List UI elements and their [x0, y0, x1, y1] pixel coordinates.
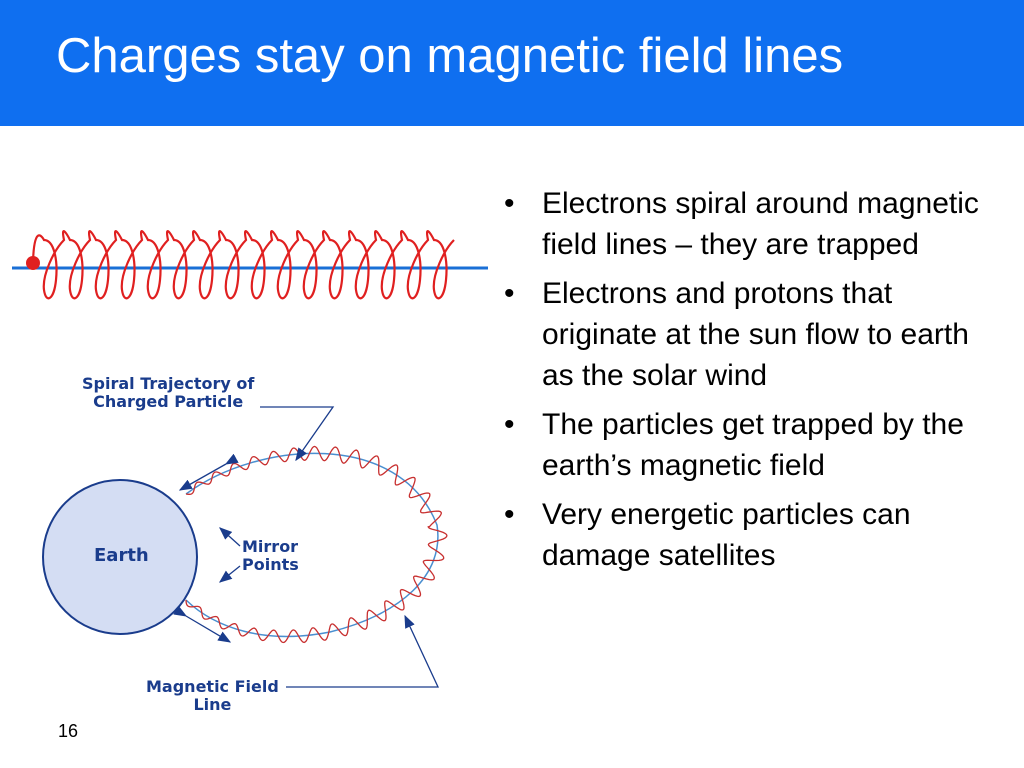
- bullet-text: Electrons and protons that originate at the sun flow to earth as the solar wind: [542, 277, 969, 392]
- bullet-dot: •: [504, 408, 515, 441]
- title-bar: [0, 0, 1024, 126]
- field-pointer: [286, 616, 438, 687]
- bullet-item: [500, 183, 1000, 265]
- mirror-label-line-1: Mirror: [242, 537, 299, 556]
- bullet-item: [500, 494, 1000, 576]
- bullet-text: The particles get trapped by the earth’s magnetic field: [542, 408, 964, 482]
- mirror-pointer-2: [220, 566, 240, 582]
- field-line-label: [146, 678, 279, 714]
- bullet-dot: •: [504, 498, 515, 531]
- charged-particle: [26, 256, 40, 270]
- spiral-label: [82, 375, 254, 411]
- mirror-label-line-2: Points: [242, 555, 299, 574]
- mirror-points-label: [242, 538, 299, 574]
- slide-title: Charges stay on magnetic field lines: [56, 29, 844, 83]
- bullet-list: [500, 183, 1000, 584]
- field-label-line-2: Line: [193, 695, 232, 714]
- earth-label: Earth: [94, 545, 149, 566]
- page-number: 16: [58, 721, 79, 741]
- spiral-label-line-2: Charged Particle: [93, 392, 244, 411]
- bullet-dot: •: [504, 187, 515, 220]
- loop-spiral-trajectory: [186, 446, 447, 642]
- mirror-arrow-top: [180, 464, 226, 490]
- spiral-trajectory: [33, 231, 454, 298]
- bullet-text: Very energetic particles can damage satellites: [542, 498, 911, 572]
- spiral-pointer: [260, 407, 333, 460]
- magnetosphere-diagram: [30, 360, 470, 720]
- bullet-text: Electrons spiral around magnetic field lines – they are trapped: [542, 187, 979, 261]
- spiral-label-line-1: Spiral Trajectory of: [82, 374, 255, 393]
- bullet-item: [500, 273, 1000, 396]
- bullet-dot: •: [504, 277, 515, 310]
- bullet-item: [500, 404, 1000, 486]
- field-label-line-1: Magnetic Field: [146, 677, 279, 696]
- helix-diagram: [0, 220, 500, 320]
- mirror-pointer-1: [220, 528, 240, 546]
